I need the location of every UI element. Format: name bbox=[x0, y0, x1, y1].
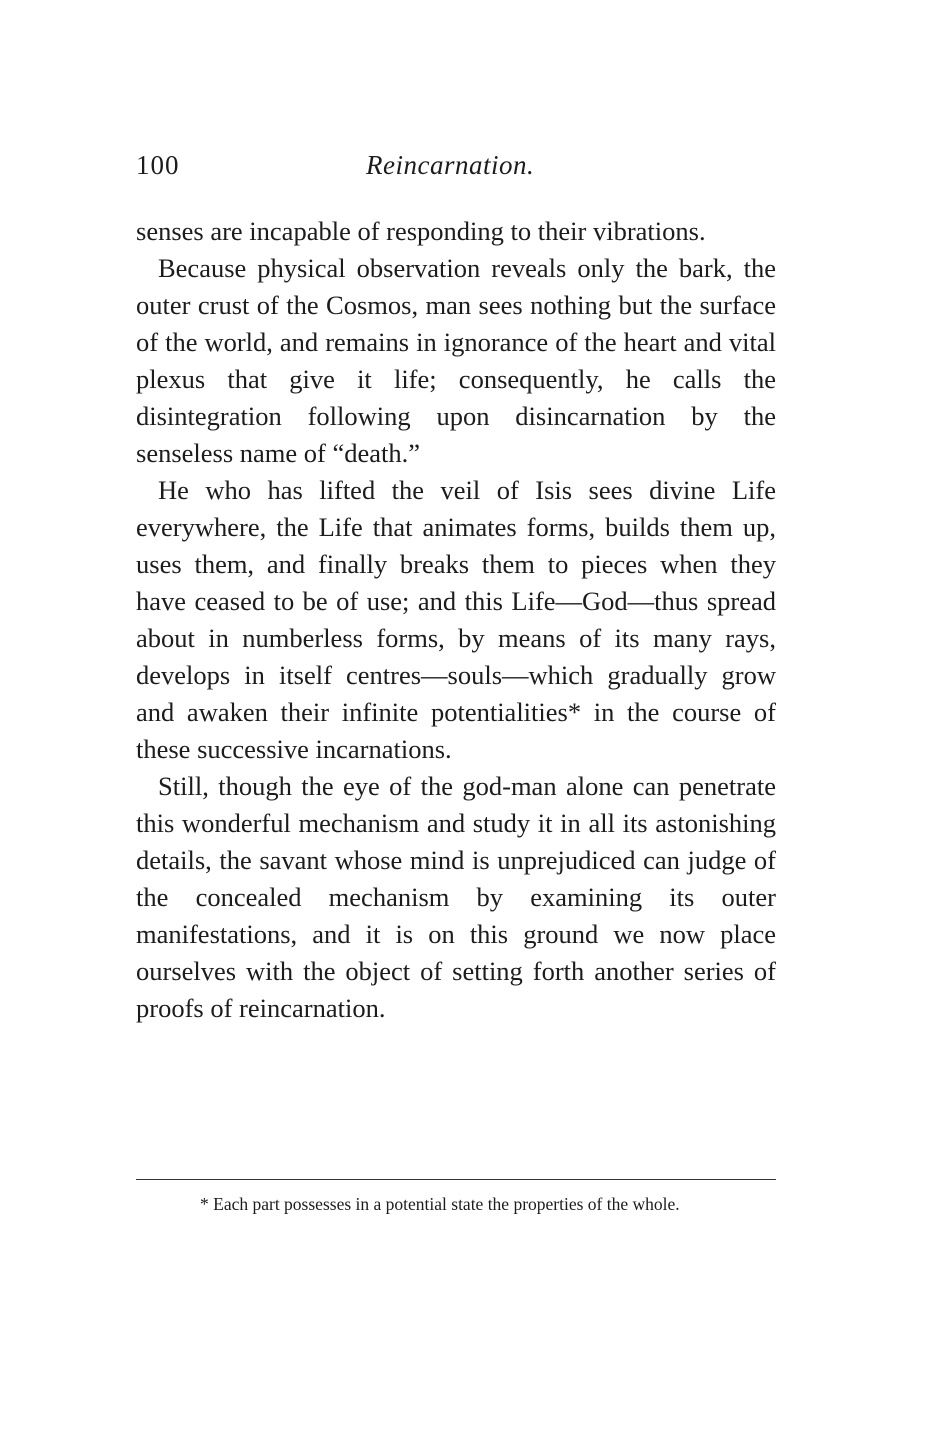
running-title: Reincarnation. bbox=[366, 150, 535, 180]
body-text bbox=[136, 213, 776, 1027]
paragraph-continuation: senses are incapable of responding to their vibrations. bbox=[136, 216, 706, 246]
page-header bbox=[136, 150, 776, 190]
paragraph: He who has lifted the veil of Isis sees divine Life everywhere, the Life that animates forms, builds them up, uses them, and finally breaks them to pieces when they have ceased to be of use; and this Life—God—thus spread about in numberless forms, by means of its many rays, develops in itself centres—souls—which gradually grow and awaken their infinite potentialities* in the course of these successive incarnations. bbox=[136, 475, 776, 764]
footnote-rule bbox=[136, 1179, 776, 1180]
footnote: * Each part possesses in a potential state the properties of the whole. bbox=[200, 1194, 680, 1214]
page-number: 100 bbox=[136, 150, 180, 180]
paragraph: Still, though the eye of the god-man alone can penetrate this wonderful mechanism and study it in all its astonishing details, the savant whose mind is unprejudiced can judge of the concealed mechanism by examining its outer manifestations, and it is on this ground we now place ourselves with the object of setting forth another series of proofs of reincarnation. bbox=[136, 771, 776, 1023]
paragraph: Because physical observation reveals only the bark, the outer crust of the Cosmos, man sees nothing but the surface of the world, and remains in ignorance of the heart and vital plexus that give it life; consequently, he calls the disintegration following upon disincarnation by the senseless name of “death.” bbox=[136, 253, 776, 468]
